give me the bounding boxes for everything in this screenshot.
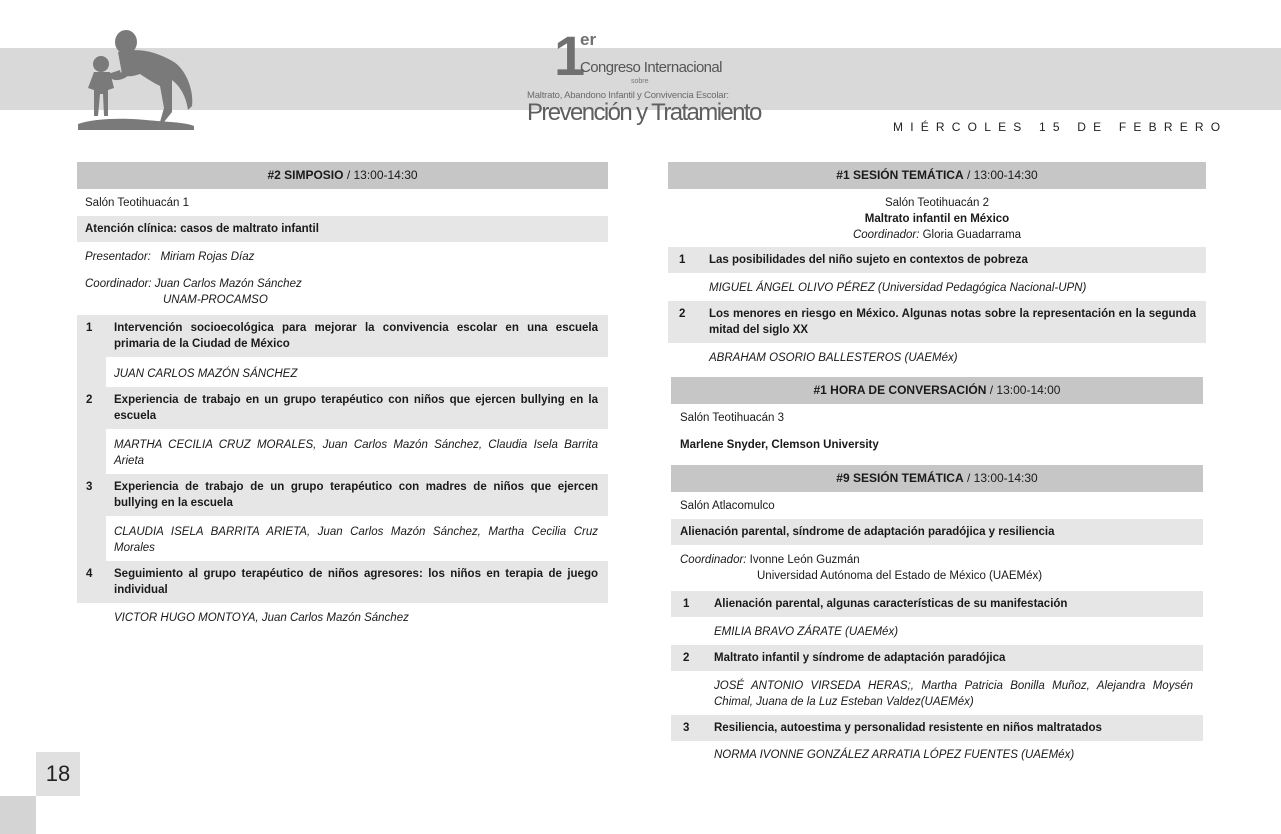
session-header-title: #1 SESIÓN TEMÁTICA [836, 168, 964, 182]
right-column [668, 162, 1206, 768]
list-item [671, 645, 1203, 671]
item-authors-row [671, 617, 1203, 645]
coordinator-block [671, 545, 1203, 589]
conversation-block [671, 377, 1203, 768]
coordinator-org: Universidad Autónoma del Estado de México (UAEMéx) [757, 570, 1043, 582]
session-header-title: #1 HORA DE CONVERSACIÓN [813, 383, 987, 397]
item-number: 3 [86, 481, 93, 493]
session-header [77, 162, 608, 189]
session-topic: Maltrato infantil en México [864, 213, 1010, 225]
room-label: Salón Teotihuacán 3 [680, 412, 785, 424]
item-strip [77, 357, 106, 387]
presenter-name: Miriam Rojas Díaz [160, 251, 255, 263]
congress-number: 1 [554, 24, 584, 87]
congress-title: Congreso Internacional [580, 59, 722, 76]
room-label: Salón Teotihuacán 2 [884, 197, 989, 209]
item-authors-row [668, 273, 1206, 301]
item-authors: VICTOR HUGO MONTOYA, Juan Carlos Mazón Sánchez [114, 612, 409, 624]
coordinator-name: Gloria Guadarrama [919, 229, 1022, 241]
list-item [77, 474, 608, 516]
date-heading: MIÉRCOLES 15 DE FEBRERO [893, 120, 1228, 134]
item-title: Los menores en riesgo en México. Algunas notas sobre la representación en la segunda mitad del siglo XX [709, 308, 1196, 336]
item-strip [77, 429, 106, 474]
list-item [77, 561, 608, 603]
session-info [668, 189, 1206, 247]
item-authors: CLAUDIA ISELA BARRITA ARIETA, Juan Carlos Mazón Sánchez, Martha Cecilia Cruz Morales [114, 526, 598, 554]
congress-sobre: sobre [631, 78, 649, 85]
list-item [77, 387, 608, 429]
room-label: Salón Atlacomulco [680, 500, 775, 512]
item-authors: MIGUEL ÁNGEL OLIVO PÉREZ (Universidad Pedagógica Nacional-UPN) [709, 282, 1087, 294]
item-title: Las posibilidades del niño sujeto en contextos de pobreza [709, 254, 1028, 266]
mother-child-logo-icon [76, 30, 196, 130]
item-authors: JOSÉ ANTONIO VIRSEDA HERAS;, Martha Patricia Bonilla Muñoz, Alejandra Moysén Chimal, Juana de la Luz Esteban Valdez(UAEMéx) [714, 680, 1193, 708]
page-number: 18 [36, 752, 80, 796]
item-number: 4 [86, 568, 93, 580]
item-authors-row [77, 603, 608, 631]
congress-logo [527, 24, 767, 128]
item-authors-row [668, 343, 1206, 371]
room-label: Salón Teotihuacán 1 [85, 197, 190, 209]
presenter-label: Presentador: [85, 251, 151, 263]
coordinator-org: UNAM-PROCAMSO [163, 294, 268, 306]
left-column [77, 162, 608, 631]
session-header [671, 465, 1203, 492]
item-strip [77, 516, 106, 561]
session-header-title: #2 SIMPOSIO [267, 168, 344, 182]
list-item [668, 247, 1206, 273]
item-title: Seguimiento al grupo terapéutico de niños agresores: los niños en terapia de juego individual [114, 568, 598, 596]
item-authors-row [77, 357, 608, 387]
item-number: 2 [679, 308, 686, 320]
coordinator-name: Ivonne León Guzmán [746, 554, 860, 566]
item-title: Maltrato infantil y síndrome de adaptación paradójica [714, 652, 1006, 664]
coordinator-block [77, 270, 608, 313]
item-authors-row [671, 741, 1203, 768]
item-title: Resiliencia, autoestima y personalidad resistente en niños maltratados [714, 722, 1102, 734]
item-number: 1 [679, 254, 686, 266]
item-number: 2 [86, 394, 93, 406]
item-number: 2 [683, 652, 690, 664]
item-title: Experiencia de trabajo en un grupo terapéutico con niños que ejercen bullying en la escuela [114, 394, 598, 422]
congress-theme: Prevención y Tratamiento [527, 99, 761, 126]
session-header-time: / 13:00-14:30 [963, 471, 1038, 485]
item-title: Alienación parental, algunas características de su manifestación [714, 598, 1068, 610]
congress-number-suffix: er [580, 30, 597, 49]
presenter-line [77, 242, 608, 270]
corner-decoration [0, 796, 36, 834]
list-item [668, 301, 1206, 343]
item-authors-row [77, 429, 608, 474]
speaker-name: Marlene Snyder, Clemson University [680, 439, 879, 451]
list-item [671, 715, 1203, 741]
item-authors: MARTHA CECILIA CRUZ MORALES, Juan Carlos Mazón Sánchez, Claudia Isela Barrita Arieta [114, 439, 598, 467]
item-authors-row [671, 671, 1203, 715]
coordinator-label: Coordinador: [85, 278, 152, 290]
item-number: 1 [683, 598, 690, 610]
session-topic: Atención clínica: casos de maltrato infantil [77, 216, 608, 242]
session-header-time: / 13:00-14:00 [986, 383, 1061, 397]
list-item [671, 591, 1203, 617]
session-header-time: / 13:00-14:30 [343, 168, 418, 182]
congress-subtitle: Maltrato, Abandono Infantil y Convivencia Escolar: [527, 90, 729, 101]
session-header [668, 162, 1206, 189]
coordinator-label: Coordinador: [852, 229, 920, 241]
item-title: Experiencia de trabajo de un grupo terapéutico con madres de niños que ejercen bullying en la escuela [114, 481, 598, 509]
item-number: 3 [683, 722, 690, 734]
session-header-time: / 13:00-14:30 [963, 168, 1038, 182]
item-authors: EMILIA BRAVO ZÁRATE (UAEMéx) [714, 626, 899, 638]
list-item [77, 315, 608, 357]
item-title: Intervención socioecológica para mejorar la convivencia escolar en una escuela primaria de la Ciudad de México [114, 322, 598, 350]
session-header-title: #9 SESIÓN TEMÁTICA [836, 471, 964, 485]
coordinator-label: Coordinador: [680, 554, 747, 566]
session-header [671, 377, 1203, 404]
item-authors-row [77, 516, 608, 561]
item-authors: NORMA IVONNE GONZÁLEZ ARRATIA LÓPEZ FUENTES (UAEMéx) [714, 749, 1075, 761]
coordinator-name: Juan Carlos Mazón Sánchez [154, 278, 302, 290]
item-number: 1 [86, 322, 93, 334]
item-authors: ABRAHAM OSORIO BALLESTEROS (UAEMéx) [709, 352, 958, 364]
session-topic: Alienación parental, síndrome de adaptación paradójica y resiliencia [671, 519, 1203, 545]
item-authors: JUAN CARLOS MAZÓN SÁNCHEZ [114, 368, 298, 380]
